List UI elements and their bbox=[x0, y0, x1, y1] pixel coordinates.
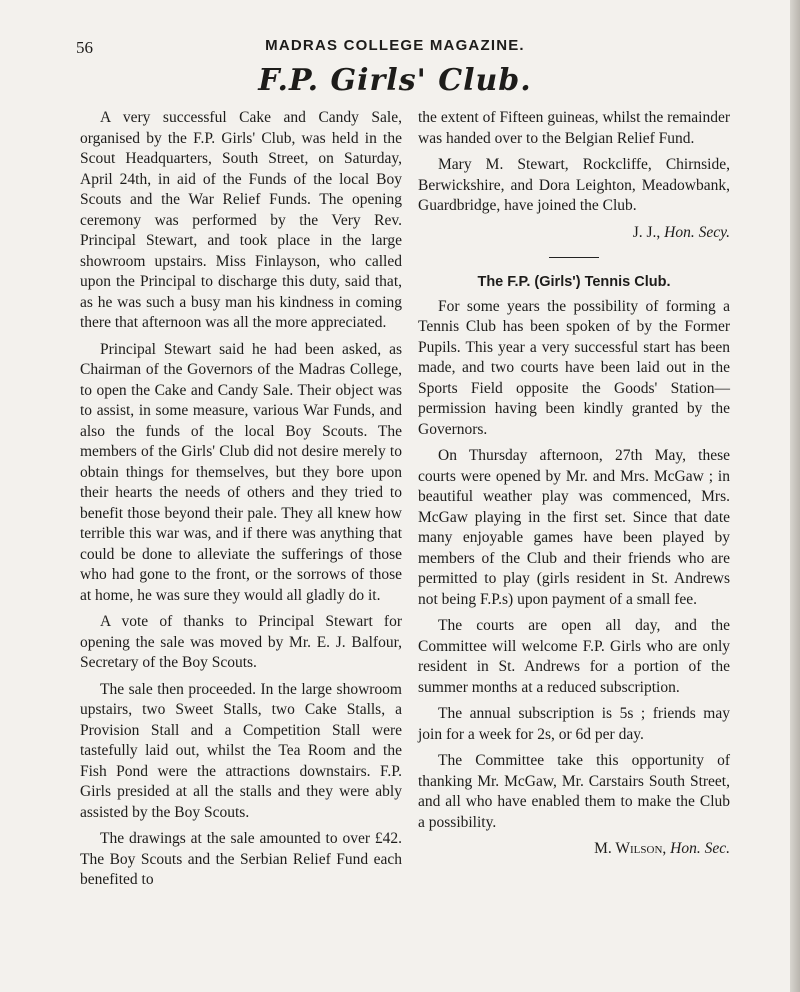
right-column bbox=[418, 108, 730, 866]
tennis-signature bbox=[418, 839, 730, 860]
article-paragraph: A very successful Cake and Candy Sale, organised by the F.P. Girls' Club, was held in the Scout Headquarters, South Street, on Saturday, April 24th, in aid of the Funds of the local Boy Scouts and the War Relief Funds. The opening ceremony was performed by the Very Rev. Principal Stewart, and took place in the large showroom upstairs. Miss Finlayson, who called upon the Principal to discharge this duty, said that, as he was such a busy man his kindness in coming there that afternoon was all the more appreciated. bbox=[80, 109, 402, 331]
tennis-paragraph: The Committee take this opportunity of thanking Mr. McGaw, Mr. Carstairs South Street, and all who have enabled them to make the Club a possibility. bbox=[418, 752, 730, 831]
signature-name: M. Wilson, bbox=[594, 840, 667, 857]
tennis-paragraph: On Thursday afternoon, 27th May, these courts were opened by Mr. and Mrs. McGaw ; in beautiful weather play was commenced, Mrs. McGaw playing in the first set. Since that date many enjoyable games have been played by members of the Club and their friends who are permitted to play (girls resident in St. Andrews not being F.P.s) upon payment of a small fee. bbox=[418, 447, 730, 608]
signature-title: Hon. Secy. bbox=[664, 223, 730, 241]
page-edge bbox=[790, 0, 800, 992]
section-divider bbox=[549, 257, 599, 258]
magazine-title: MADRAS COLLEGE MAGAZINE. bbox=[265, 37, 525, 54]
article-paragraph: The drawings at the sale amounted to over £42. The Boy Scouts and the Serbian Relief Fund each benefited to bbox=[80, 830, 402, 888]
article-paragraph: Principal Stewart said he had been asked, as Chairman of the Governors of the Madras College, to open the Cake and Candy Sale. Their object was to assist, in some measure, various War Funds, and also the funds of the local Boy Scouts. The members of the Girls' Club did not desire merely to obtain things for themselves, but they bore upon their hearts the needs of others and they tried to benefit those beyond their pale. They all knew how terrible this war was, and if there was anything that could be done to alleviate the sufferings of those who had gone to the front, or the sorrows of those at home, he was sure they would all gladly do it. bbox=[80, 340, 402, 604]
article-paragraph: The sale then proceeded. In the large showroom upstairs, two Sweet Stalls, two Cake Stalls, a Provision Stall and a Competition Stall were tastefully laid out, whilst the Tea Room and the Fish Pond were the attractions downstairs. F.P. Girls presided at all the stalls and they were ably assisted by the Boy Scouts. bbox=[80, 680, 402, 821]
tennis-paragraph: The annual subscription is 5s ; friends may join for a week for 2s, or 6d per day. bbox=[418, 705, 730, 743]
article-paragraph: Mary M. Stewart, Rockcliffe, Chirnside, Berwickshire, and Dora Leighton, Meadowbank, Guardbridge, have joined the Club. bbox=[418, 156, 730, 214]
left-column bbox=[80, 108, 402, 897]
article-paragraph-continuation: the extent of Fifteen guineas, whilst the remainder was handed over to the Belgian Relief Fund. bbox=[418, 109, 730, 147]
article-paragraph: A vote of thanks to Principal Stewart for opening the sale was moved by Mr. E. J. Balfour, Secretary of the Boy Scouts. bbox=[80, 613, 402, 671]
tennis-section-title: The F.P. (Girls') Tennis Club. bbox=[477, 274, 671, 290]
signature-title: Hon. Sec. bbox=[670, 840, 730, 857]
signature-initials: J. J., bbox=[632, 223, 661, 241]
article-title: F.P. Girls' Club. bbox=[258, 63, 532, 98]
article-signature bbox=[418, 223, 730, 244]
tennis-paragraph: For some years the possibility of forming a Tennis Club has been spoken of by the Former Pupils. This year a very successful start has been made, and two courts have been laid out in the Sports Field opposite the Goods' Station—permission having been kindly granted by the Governors. bbox=[418, 297, 730, 438]
page-number: 56 bbox=[76, 38, 93, 57]
tennis-paragraph: The courts are open all day, and the Committee will welcome F.P. Girls who are only resident in St. Andrews for a portion of the summer months at a reduced subscription. bbox=[418, 617, 730, 696]
